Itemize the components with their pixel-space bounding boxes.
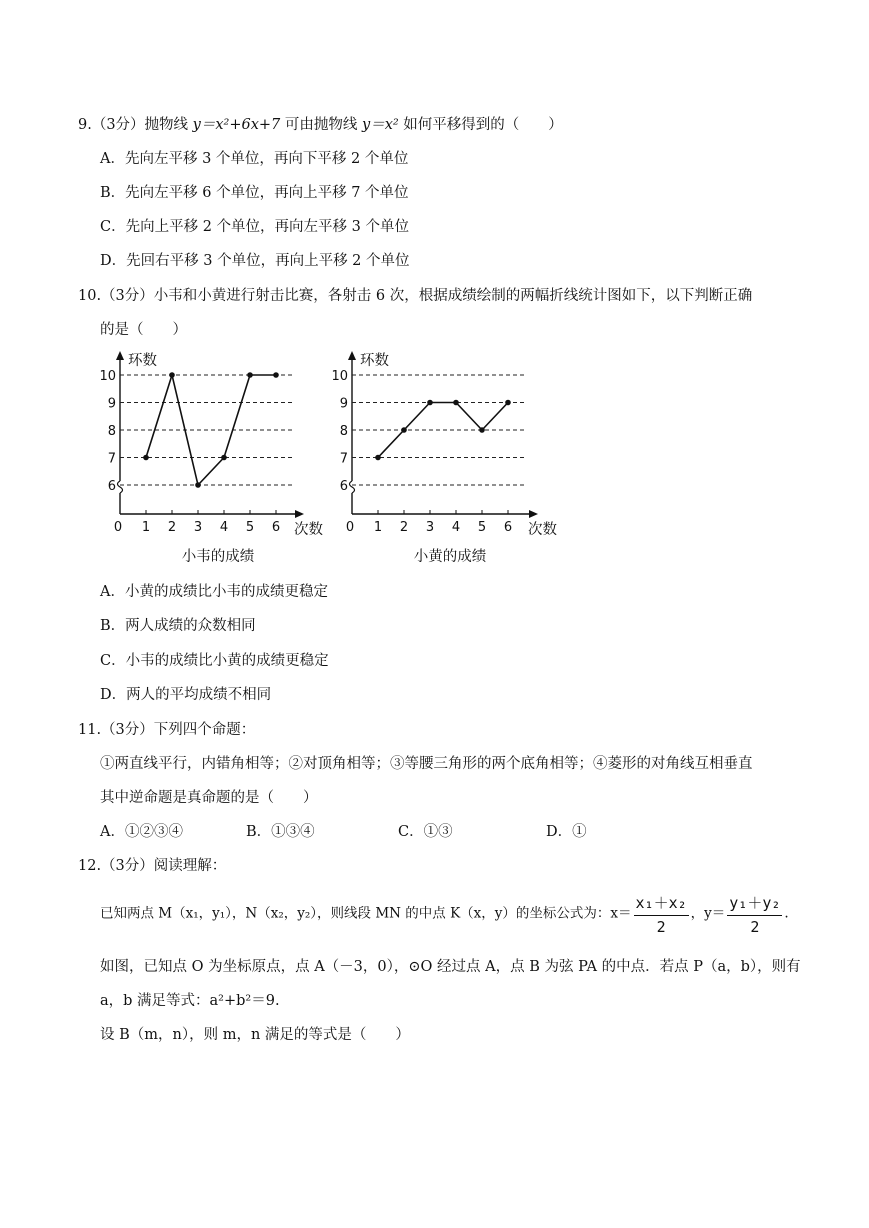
q12-frac-x-den: 2 — [656, 918, 666, 936]
data-point — [375, 455, 381, 461]
x-axis-label: 次数 — [528, 522, 557, 538]
q10-stem-line1: 10.（3分）小韦和小黄进行射击比赛，各射击 6 次，根据成绩绘制的两幅折线统计图如下，以下判断正确 — [78, 288, 753, 304]
y-tick-label: 8 — [339, 424, 348, 439]
q12-line2: 如图，已知点 O 为坐标原点，点 A（－3，0），⊙O 经过点 A，点 B 为弦 PA 的中点．若点 P（a，b），则有 — [100, 959, 801, 975]
q12-frac-x — [634, 892, 689, 936]
q12-line3: a，b 满足等式：a²+b²＝9. — [100, 993, 280, 1009]
data-point — [273, 372, 279, 378]
data-point — [143, 455, 149, 461]
y-axis-label: 环数 — [360, 353, 389, 369]
chart-xiaohuang — [331, 348, 568, 570]
q12-frac-y-den: 2 — [750, 918, 760, 936]
data-point — [453, 400, 459, 406]
q9-stem-prefix: 9.（3分）抛物线 — [78, 117, 193, 133]
x-tick-label: 6 — [503, 520, 513, 535]
q12-frac-y — [727, 892, 782, 936]
chart-title: 小黄的成绩 — [413, 549, 487, 565]
x-tick-label: 6 — [271, 520, 281, 535]
y-axis-label: 环数 — [128, 353, 157, 369]
q9-option-a: A．先向左平移 3 个单位，再向下平移 2 个单位 — [100, 151, 409, 167]
y-tick-label: 10 — [99, 369, 116, 384]
q10-option-c: C．小韦的成绩比小黄的成绩更稳定 — [100, 653, 329, 669]
q11-option-c: C．①③ — [398, 824, 453, 840]
q10-option-b: B．两人成绩的众数相同 — [100, 618, 256, 634]
q10-option-a: A．小黄的成绩比小韦的成绩更稳定 — [100, 584, 328, 600]
data-point — [427, 400, 433, 406]
y-axis-arrow — [116, 351, 124, 360]
y-axis-break — [350, 481, 355, 493]
q11-ask: 其中逆命题是真命题的是（ ） — [100, 790, 318, 806]
q12-formula-mid: ，y＝ — [690, 905, 726, 922]
y-tick-label: 6 — [107, 479, 116, 494]
data-point — [247, 372, 253, 378]
q11-props: ①两直线平行，内错角相等；②对顶角相等；③等腰三角形的两个底角相等；④菱形的对角线互相垂直 — [100, 756, 753, 772]
q11-stem: 11.（3分）下列四个命题： — [78, 722, 256, 738]
q11-option-b: B．①③④ — [246, 824, 315, 840]
data-point — [221, 455, 227, 461]
x-axis-arrow — [295, 510, 304, 518]
data-point — [505, 400, 511, 406]
q9-expr2: y＝x² — [362, 117, 399, 133]
data-point — [169, 372, 175, 378]
x-tick-label: 2 — [399, 520, 409, 535]
q9-option-d: D．先回右平移 3 个单位，再向上平移 2 个单位 — [100, 253, 410, 269]
q9-option-c: C．先向上平移 2 个单位，再向左平移 3 个单位 — [100, 219, 409, 235]
y-axis-break — [118, 481, 123, 493]
x-tick-label: 4 — [219, 520, 229, 535]
x-axis-arrow — [529, 510, 538, 518]
y-tick-label: 6 — [339, 479, 348, 494]
chart-xiaowei — [99, 348, 323, 570]
q10-stem-line2: 的是（ ） — [100, 322, 187, 338]
q11-option-d: D．① — [546, 824, 587, 840]
x-tick-label: 5 — [245, 520, 255, 535]
x-tick-label: 3 — [193, 520, 203, 535]
q12-line4: 设 B（m，n），则 m，n 满足的等式是（ ） — [100, 1027, 410, 1043]
q12-formula — [100, 892, 789, 936]
x-tick-label: 1 — [373, 520, 383, 535]
q9-option-b: B．先向左平移 6 个单位，再向上平移 7 个单位 — [100, 185, 409, 201]
y-tick-label: 7 — [107, 451, 116, 467]
q12-formula-intro: 已知两点 M（x₁，y₁），N（x₂，y₂），则线段 MN 的中点 K（x，y）的坐标公式为：x＝ — [100, 905, 632, 922]
q12-stem: 12.（3分）阅读理解： — [78, 858, 227, 874]
q10-option-d: D．两人的平均成绩不相同 — [100, 687, 272, 703]
data-point — [401, 427, 407, 433]
q9-stem-suffix: 如何平移得到的（ ） — [398, 117, 563, 133]
y-tick-label: 9 — [107, 396, 116, 412]
y-tick-label: 7 — [339, 451, 348, 467]
data-point — [479, 427, 485, 433]
y-tick-label: 10 — [331, 369, 348, 384]
data-point — [195, 482, 201, 488]
x-tick-label: 4 — [451, 520, 461, 535]
x-tick-label: 5 — [477, 520, 487, 535]
x-tick-label: 2 — [167, 520, 177, 535]
x-tick-label: 1 — [141, 520, 151, 535]
q9-expr1: y＝x²+6x+7 — [192, 117, 281, 133]
q12-formula-end: . — [784, 905, 789, 922]
x-axis-label: 次数 — [294, 522, 323, 538]
chart-title: 小韦的成绩 — [181, 549, 255, 565]
q9-stem — [78, 113, 563, 134]
y-tick-label: 8 — [107, 424, 116, 439]
y-axis-arrow — [348, 351, 356, 360]
q9-stem-mid: 可由抛物线 — [280, 117, 362, 133]
y-tick-label: 9 — [339, 396, 348, 412]
x-tick-label: 0 — [113, 520, 123, 535]
x-tick-label: 0 — [345, 520, 355, 535]
q12-frac-x-num: x₁＋x₂ — [634, 892, 689, 916]
x-tick-label: 3 — [425, 520, 435, 535]
q11-option-a: A．①②③④ — [100, 824, 183, 840]
q12-frac-y-num: y₁＋y₂ — [727, 892, 782, 916]
